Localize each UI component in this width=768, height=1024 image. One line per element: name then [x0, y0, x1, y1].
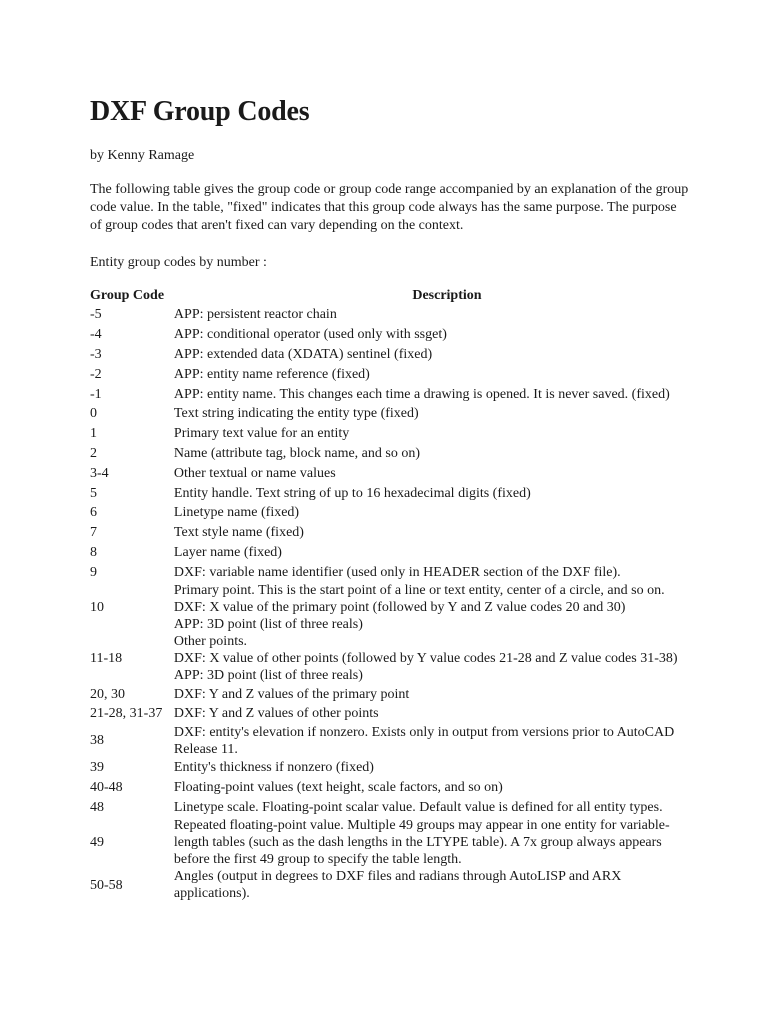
group-code-cell: 39 — [90, 760, 104, 776]
table-row — [88, 364, 722, 384]
table-row — [88, 582, 722, 633]
description-line: DXF: X value of other points (followed by Y value codes 21-28 and Z value codes 31-38) — [173, 651, 678, 667]
description-cell — [172, 503, 722, 523]
description-cell — [172, 778, 722, 798]
description-cell — [172, 345, 722, 365]
description-line: Text style name (fixed) — [173, 525, 304, 541]
group-code-cell: 20, 30 — [90, 686, 125, 702]
group-code-cell: 10 — [90, 600, 104, 616]
group-code-cell: 3-4 — [90, 465, 109, 481]
description-line: applications). — [173, 886, 250, 902]
table-row — [88, 778, 722, 798]
table-row — [88, 868, 722, 902]
description-line: APP: persistent reactor chain — [173, 307, 337, 323]
document-page — [90, 94, 730, 902]
description-line: before the first 49 group to specify the table length. — [173, 852, 462, 868]
description-line: Other points. — [173, 634, 248, 650]
page-title: DXF Group Codes — [90, 96, 310, 127]
description-cell — [172, 817, 722, 868]
description-cell — [172, 424, 722, 444]
description-line: APP: entity name reference (fixed) — [173, 366, 370, 382]
group-code-cell: 9 — [90, 564, 97, 580]
description-cell — [172, 797, 722, 817]
table-row — [88, 684, 722, 704]
description-cell — [172, 384, 722, 404]
group-code-cell: 0 — [90, 406, 97, 422]
description-line: Text string indicating the entity type (fixed) — [173, 406, 419, 422]
description-cell — [172, 562, 722, 582]
section-subheading: Entity group codes by number : — [90, 255, 267, 270]
description-cell — [172, 483, 722, 503]
description-line: APP: conditional operator (used only with ssget) — [173, 327, 447, 343]
table-row — [88, 483, 722, 503]
description-line: Name (attribute tag, block name, and so on) — [173, 445, 421, 461]
description-cell — [172, 444, 722, 464]
column-header-group-code: Group Code — [90, 287, 165, 303]
group-code-cell: 7 — [90, 525, 97, 541]
table-row — [88, 562, 722, 582]
table-row — [88, 444, 722, 464]
description-cell — [172, 758, 722, 778]
group-code-cell: -5 — [90, 307, 102, 323]
description-cell — [172, 523, 722, 543]
description-line: Linetype scale. Floating-point scalar value. Default value is defined for all entity types. — [173, 799, 663, 815]
table-row — [88, 345, 722, 365]
table-row — [88, 724, 722, 758]
group-code-cell: 38 — [90, 733, 104, 749]
description-cell — [172, 868, 722, 902]
description-cell — [172, 364, 722, 384]
author-byline: by Kenny Ramage — [90, 148, 195, 163]
table-row — [88, 503, 722, 523]
table-row — [88, 758, 722, 778]
table-row — [88, 325, 722, 345]
group-code-cell: -4 — [90, 327, 102, 343]
description-line: Angles (output in degrees to DXF files and radians through AutoLISP and ARX — [173, 869, 622, 885]
group-code-cell: -3 — [90, 346, 102, 362]
description-line: length tables (such as the dash lengths in the LTYPE table). A 7x group always appears — [173, 835, 662, 851]
table-row — [88, 424, 722, 444]
table-row — [88, 463, 722, 483]
table-row — [88, 404, 722, 424]
table-row — [88, 543, 722, 563]
description-line: DXF: Y and Z values of other points — [173, 706, 379, 722]
group-code-cell: 40-48 — [90, 779, 123, 795]
description-line: Primary point. This is the start point of a line or text entity, center of a circle, and so on. — [173, 583, 665, 599]
group-code-cell: 49 — [90, 835, 104, 851]
description-line: DXF: Y and Z values of the primary point — [173, 686, 410, 702]
description-cell — [172, 724, 722, 758]
group-code-cell: 1 — [90, 426, 97, 442]
description-line: APP: 3D point (list of three reals) — [173, 668, 363, 684]
description-cell — [172, 543, 722, 563]
table-row — [88, 797, 722, 817]
description-cell — [172, 684, 722, 704]
description-line: APP: entity name. This changes each time a drawing is opened. It is never saved. (fixed) — [173, 386, 670, 402]
description-line: Entity's thickness if nonzero (fixed) — [173, 760, 374, 776]
group-codes-table — [88, 285, 722, 902]
table-row — [88, 817, 722, 868]
group-code-cell: 11-18 — [90, 651, 123, 667]
description-line: Linetype name (fixed) — [173, 505, 300, 521]
description-line: Other textual or name values — [173, 465, 336, 481]
description-line: Repeated floating-point value. Multiple 49 groups may appear in one entity for variable- — [173, 818, 670, 834]
description-line: DXF: X value of the primary point (followed by Y and Z value codes 20 and 30) — [173, 600, 626, 616]
group-code-cell: -1 — [90, 386, 102, 402]
group-code-cell: 21-28, 31-37 — [90, 706, 163, 722]
description-line: Primary text value for an entity — [173, 426, 350, 442]
description-line: DXF: variable name identifier (used only in HEADER section of the DXF file). — [173, 564, 621, 580]
description-line: Floating-point values (text height, scale factors, and so on) — [173, 779, 503, 795]
description-cell — [172, 704, 722, 724]
table-row — [88, 305, 722, 325]
description-line: Release 11. — [173, 741, 238, 757]
group-code-cell: 50-58 — [90, 877, 123, 893]
intro-paragraph: The following table gives the group code or group code range accompanied by an explanation of the group code value. In the table, "fixed" indicates that this group code always has the same purpose. The purpose of group codes that aren't fixed can vary depending on the context. — [90, 182, 689, 233]
table-row — [88, 384, 722, 404]
description-cell — [172, 463, 722, 483]
group-code-cell: 48 — [90, 799, 104, 815]
description-cell — [172, 582, 722, 633]
description-cell — [172, 325, 722, 345]
table-row — [88, 523, 722, 543]
table-body — [88, 305, 722, 902]
table-header-row — [88, 285, 722, 305]
column-header-description: Description — [412, 287, 482, 303]
description-line: Layer name (fixed) — [173, 544, 282, 560]
description-cell — [172, 305, 722, 325]
group-code-cell: 6 — [90, 505, 97, 521]
group-code-cell: 8 — [90, 544, 97, 560]
group-code-cell: 5 — [90, 485, 97, 501]
description-line: APP: extended data (XDATA) sentinel (fixed) — [173, 346, 433, 362]
group-code-cell: 2 — [90, 445, 97, 461]
description-cell — [172, 633, 722, 684]
description-line: APP: 3D point (list of three reals) — [173, 617, 363, 633]
description-line: Entity handle. Text string of up to 16 hexadecimal digits (fixed) — [173, 485, 531, 501]
description-line: DXF: entity's elevation if nonzero. Exists only in output from versions prior to AutoCAD — [173, 724, 675, 740]
group-code-cell: -2 — [90, 366, 102, 382]
table-row — [88, 704, 722, 724]
table-row — [88, 633, 722, 684]
description-cell — [172, 404, 722, 424]
